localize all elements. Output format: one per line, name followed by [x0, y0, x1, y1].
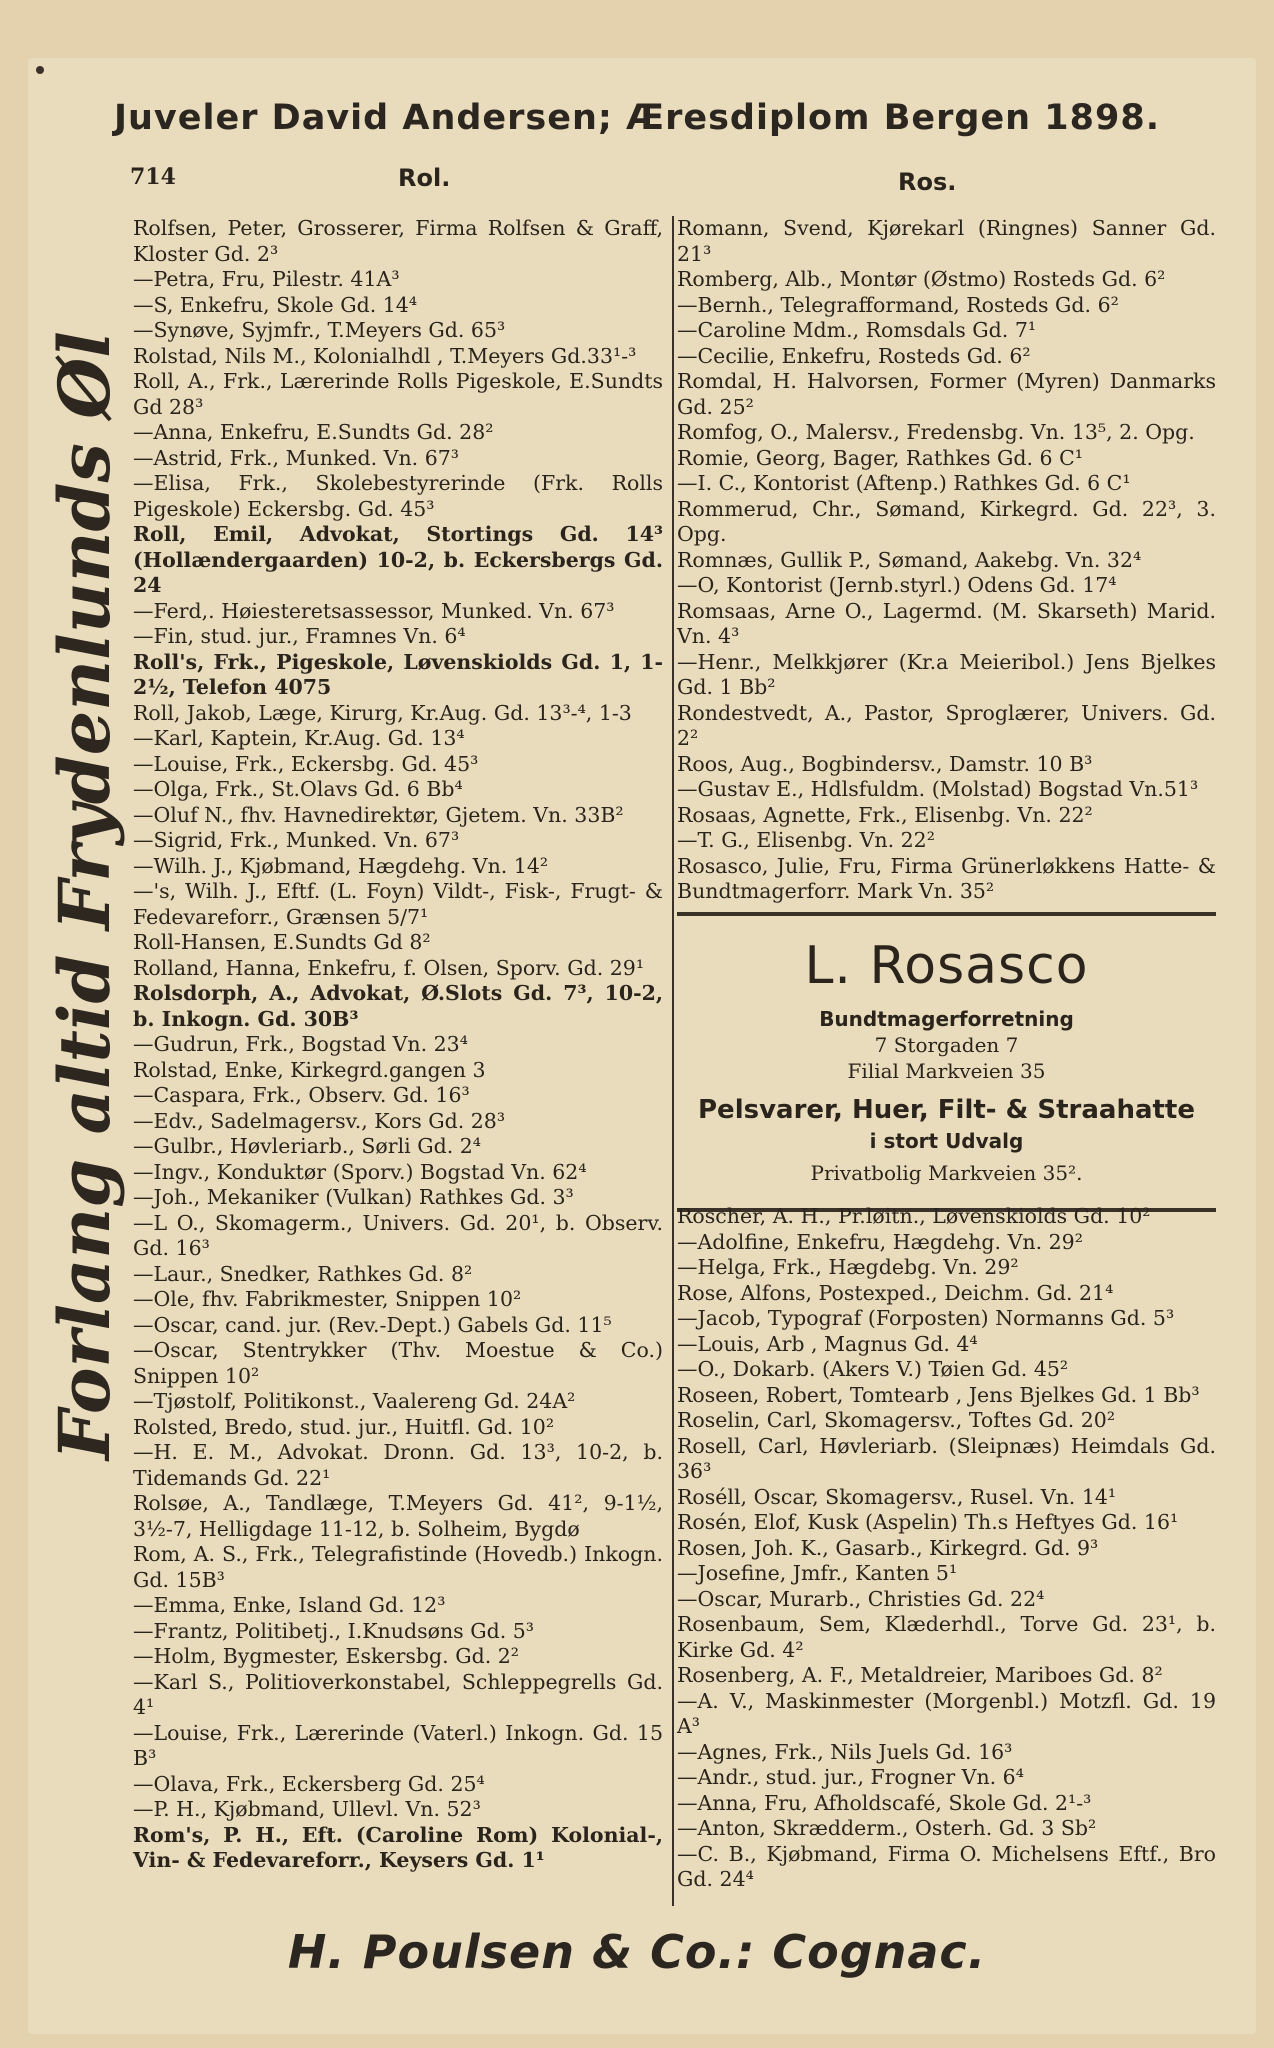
directory-entry: —Petra, Fru, Pilestr. 41A³: [133, 267, 400, 291]
directory-entry: —Holm, Bygmester, Eskersbg. Gd. 2²: [133, 1644, 519, 1668]
directory-entry: —C. B., Kjøbmand, Firma O. Michelsens Eftf., Bro Gd. 24⁴: [677, 1841, 1216, 1891]
directory-entry: Roll, Emil, Advokat, Stortings Gd. 14³ (Hollændergaarden) 10-2, b. Eckersbergs Gd. 24: [133, 522, 663, 597]
directory-entry: Romie, Georg, Bager, Rathkes Gd. 6 C¹: [677, 445, 1084, 470]
left-column: [133, 216, 663, 1874]
directory-entry: Rolsdorph, A., Advokat, Ø.Slots Gd. 7³, 10-2, b. Inkogn. Gd. 30B³: [133, 981, 663, 1031]
directory-entry: —Sigrid, Frk., Munked. Vn. 67³: [133, 828, 460, 852]
directory-entry: Rolfsen, Peter, Grosserer, Firma Rolfsen & Graff, Kloster Gd. 2³: [133, 216, 663, 266]
directory-entry: Romberg, Alb., Montør (Østmo) Rosteds Gd. 6²: [677, 267, 1166, 291]
ad-address: 7 Storgaden 7: [874, 1033, 1019, 1057]
directory-entry: —Caspara, Frk., Observ. Gd. 16³: [133, 1083, 470, 1107]
directory-entry: —Helga, Frk., Hægdebg. Vn. 29²: [677, 1255, 1019, 1279]
directory-entry: —Elisa, Frk., Skolebestyrerinde (Frk. Rolls Pigeskole) Eckersbg. Gd. 45³: [133, 471, 663, 521]
directory-entry: —Astrid, Frk., Munked. Vn. 67³: [133, 445, 460, 470]
page-number: 714: [130, 164, 176, 190]
directory-entry: —Cecilie, Enkefru, Rosteds Gd. 6²: [677, 343, 1031, 368]
directory-entry: —Anton, Skrædderm., Osterh. Gd. 3 Sb²: [677, 1816, 1097, 1840]
directory-entry: —Ingv., Konduktør (Sporv.) Bogstad Vn. 62⁴: [133, 1159, 587, 1184]
rosasco-ad: [677, 912, 1216, 1202]
directory-entry: Roos, Aug., Bogbindersv., Damstr. 10 B³: [677, 751, 1093, 776]
directory-entry: —Oscar, Stentrykker (Thv. Moestue & Co.) Snippen 10²: [133, 1338, 663, 1388]
directory-entry: —Ferd,. Høiesteretsassessor, Munked. Vn. 67³: [133, 598, 615, 623]
directory-entry: Romann, Svend, Kjørekarl (Ringnes) Sanner Gd. 21³: [677, 216, 1216, 266]
directory-entry: Rolstad, Enke, Kirkegrd.gangen 3: [133, 1057, 486, 1082]
directory-entry: Rolland, Hanna, Enkefru, f. Olsen, Sporv. Gd. 29¹: [133, 955, 645, 980]
ad-branch: Filial Markveien 35: [847, 1059, 1046, 1083]
ad-subtitle: Bundtmagerforretning: [819, 1007, 1074, 1031]
side-advertisement: Forlang altid Frydenlunds Øl: [43, 331, 126, 1460]
directory-entry: —Emma, Enke, Island Gd. 12³: [133, 1593, 446, 1617]
directory-entry: —Josefine, Jmfr., Kanten 5¹: [677, 1561, 958, 1585]
directory-entry: Romdal, H. Halvorsen, Former (Myren) Danmarks Gd. 25²: [677, 369, 1216, 419]
directory-entry: —'s, Wilh. J., Eftf. (L. Foyn) Vildt-, Fisk-, Frugt- & Fedevareforr., Grænsen 5/7¹: [133, 879, 663, 929]
directory-entry: Rosaas, Agnette, Frk., Elisenbg. Vn. 22²: [677, 802, 1093, 827]
directory-entry: —Oscar, cand. jur. (Rev.-Dept.) Gabels Gd. 11⁵: [133, 1312, 612, 1337]
directory-entry: —Olava, Frk., Eckersberg Gd. 25⁴: [133, 1771, 485, 1796]
top-advertisement: Juveler David Andersen; Æresdiplom Bergen 1898.: [113, 98, 1160, 138]
directory-entry: —Gudrun, Frk., Bogstad Vn. 23⁴: [133, 1032, 468, 1056]
directory-entry: —Frantz, Politibetj., I.Knudsøns Gd. 5³: [133, 1618, 534, 1643]
directory-entry: —Ole, fhv. Fabrikmester, Snippen 10²: [133, 1287, 522, 1311]
directory-entry: Roselin, Carl, Skomagersv., Toftes Gd. 20²: [677, 1408, 1116, 1432]
ink-dot: [36, 66, 44, 74]
directory-entry: —Louise, Frk., Lærerinde (Vaterl.) Inkogn. Gd. 15 B³: [133, 1720, 663, 1770]
directory-entry: —Agnes, Frk., Nils Juels Gd. 16³: [677, 1739, 1013, 1764]
right-column-bottom: [677, 1204, 1216, 1893]
directory-entry: Rosasco, Julie, Fru, Firma Grünerløkkens Hatte- & Bundtmagerforr. Mark Vn. 35²: [677, 853, 1216, 903]
directory-entry: —Laur., Snedker, Rathkes Gd. 8²: [133, 1261, 473, 1286]
directory-entry: —Jacob, Typograf (Forposten) Normanns Gd. 5³: [677, 1306, 1175, 1330]
ad-selection: i stort Udvalg: [869, 1129, 1024, 1153]
directory-entry: —I. C., Kontorist (Aftenp.) Rathkes Gd. 6 C¹: [677, 471, 1131, 495]
directory-entry: Roscher, A. H., Pr.løitn., Løvenskiolds Gd. 10²: [677, 1204, 1151, 1228]
directory-entry: —Gulbr., Høvleriarb., Sørli Gd. 2⁴: [133, 1134, 481, 1158]
directory-entry: Rom, A. S., Frk., Telegrafistinde (Hovedb.) Inkogn. Gd. 15B³: [133, 1542, 663, 1592]
directory-entry: —Louis, Arb , Magnus Gd. 4⁴: [677, 1331, 978, 1356]
directory-entry: —O, Kontorist (Jernb.styrl.) Odens Gd. 17⁴: [677, 573, 1117, 597]
ad-top-rule: [677, 912, 1216, 916]
directory-entry: Rosen, Joh. K., Gasarb., Kirkegrd. Gd. 9³: [677, 1535, 1099, 1560]
directory-entry: —L O., Skomagerm., Univers. Gd. 20¹, b. Observ. Gd. 16³: [133, 1210, 663, 1260]
directory-entry: Rosén, Elof, Kusk (Aspelin) Th.s Heftyes Gd. 16¹: [677, 1510, 1179, 1534]
directory-entry: —Oluf N., fhv. Havnedirektør, Gjetem. Vn. 33B²: [133, 802, 624, 827]
directory-entry: —Tjøstolf, Politikonst., Vaalereng Gd. 24A²: [133, 1389, 576, 1413]
directory-entry: —Caroline Mdm., Romsdals Gd. 7¹: [677, 318, 1037, 342]
directory-entry: —Olga, Frk., St.Olavs Gd. 6 Bb⁴: [133, 777, 463, 801]
directory-entry: —Louise, Frk., Eckersbg. Gd. 45³: [133, 751, 479, 776]
directory-entry: —Bernh., Telegrafformand, Rosteds Gd. 6²: [677, 292, 1119, 317]
directory-entry: —O., Dokarb. (Akers V.) Tøien Gd. 45²: [677, 1357, 1069, 1381]
directory-entry: Romfog, O., Malersv., Fredensbg. Vn. 13⁵, 2. Opg.: [677, 420, 1195, 444]
directory-entry: Romsaas, Arne O., Lagermd. (M. Skarseth) Marid. Vn. 4³: [677, 598, 1216, 648]
directory-entry: Rosenberg, A. F., Metaldreier, Mariboes Gd. 8²: [677, 1663, 1163, 1687]
directory-entry: Roseen, Robert, Tomtearb , Jens Bjelkes Gd. 1 Bb³: [677, 1382, 1200, 1407]
column-divider: [672, 216, 674, 1906]
ad-private-address: Privatbolig Markveien 35².: [810, 1161, 1083, 1185]
right-column-top: [677, 216, 1216, 905]
directory-entry: Roll, A., Frk., Lærerinde Rolls Pigeskole, E.Sundts Gd 28³: [133, 369, 663, 419]
directory-entry: —T. G., Elisenbg. Vn. 22²: [677, 828, 935, 852]
directory-entry: Rosenbaum, Sem, Klæderhdl., Torve Gd. 23¹, b. Kirke Gd. 4²: [677, 1612, 1216, 1662]
directory-entry: —Edv., Sadelmagersv., Kors Gd. 28³: [133, 1108, 506, 1133]
directory-entry: —Karl S., Politioverkonstabel, Schleppegrells Gd. 4¹: [133, 1669, 663, 1719]
column-header-right: Ros.: [898, 168, 957, 196]
directory-entry: Rolsted, Bredo, stud. jur., Huitfl. Gd. 10²: [133, 1414, 555, 1439]
directory-entry: Romnæs, Gullik P., Sømand, Aakebg. Vn. 32⁴: [677, 547, 1142, 572]
directory-entry: —Wilh. J., Kjøbmand, Hægdehg. Vn. 14²: [133, 853, 549, 878]
directory-entry: Rose, Alfons, Postexped., Deichm. Gd. 21⁴: [677, 1280, 1114, 1305]
directory-entry: Rosell, Carl, Høvleriarb. (Sleipnæs) Heimdals Gd. 36³: [677, 1433, 1216, 1483]
directory-entry: —Andr., stud. jur., Frogner Vn. 6⁴: [677, 1765, 1024, 1789]
directory-entry: —Karl, Kaptein, Kr.Aug. Gd. 13⁴: [133, 726, 465, 750]
ad-company-name: L. Rosasco: [804, 936, 1089, 996]
directory-entry: —A. V., Maskinmester (Morgenbl.) Motzfl. Gd. 19 A³: [677, 1688, 1216, 1738]
directory-entry: —Henr., Melkkjører (Kr.a Meieribol.) Jens Bjelkes Gd. 1 Bb²: [677, 649, 1216, 699]
directory-entry: Roll-Hansen, E.Sundts Gd 8²: [133, 930, 431, 954]
directory-entry: —Joh., Mekaniker (Vulkan) Rathkes Gd. 3³: [133, 1185, 574, 1209]
directory-entry: —Synøve, Syjmfr., T.Meyers Gd. 65³: [133, 318, 506, 342]
directory-entry: Rom's, P. H., Eft. (Caroline Rom) Kolonial-, Vin- & Fedevareforr., Keysers Gd. 1¹: [133, 1822, 663, 1872]
ad-products: Pelsvarer, Huer, Filt- & Straahatte: [698, 1095, 1195, 1125]
directory-entry: Rolstad, Nils M., Kolonialhdl , T.Meyers Gd.33¹-³: [133, 343, 637, 368]
directory-entry: —Adolfine, Enkefru, Hægdehg. Vn. 29²: [677, 1229, 1083, 1254]
directory-entry: Roll's, Frk., Pigeskole, Løvenskiolds Gd. 1, 1-2½, Telefon 4075: [133, 649, 663, 699]
directory-entry: Rommerud, Chr., Sømand, Kirkegrd. Gd. 22³, 3. Opg.: [677, 496, 1216, 546]
directory-entry: —Anna, Enkefru, E.Sundts Gd. 28²: [133, 420, 494, 444]
directory-entry: Roséll, Oscar, Skomagersv., Rusel. Vn. 14¹: [677, 1484, 1117, 1509]
directory-entry: Roll, Jakob, Læge, Kirurg, Kr.Aug. Gd. 13³-⁴, 1-3: [133, 700, 632, 725]
directory-entry: Rolsøe, A., Tandlæge, T.Meyers Gd. 41², 9-1½, 3½-7, Helligdage 11-12, b. Solheim, Bygdø: [133, 1491, 663, 1541]
directory-entry: —P. H., Kjøbmand, Ullevl. Vn. 52³: [133, 1797, 481, 1821]
directory-entry: —Gustav E., Hdlsfuldm. (Molstad) Bogstad Vn.51³: [677, 777, 1199, 801]
directory-entry: —Oscar, Murarb., Christies Gd. 22⁴: [677, 1586, 1045, 1611]
directory-entry: —Anna, Fru, Afholdscafé, Skole Gd. 2¹-³: [677, 1790, 1092, 1815]
directory-entry: Rondestvedt, A., Pastor, Sproglærer, Univers. Gd. 2²: [677, 700, 1216, 750]
directory-entry: —S, Enkefru, Skole Gd. 14⁴: [133, 292, 418, 317]
column-header-left: Rol.: [398, 164, 451, 192]
directory-entry: —H. E. M., Advokat. Dronn. Gd. 13³, 10-2, b. Tidemands Gd. 22¹: [133, 1440, 663, 1490]
directory-entry: —Fin, stud. jur., Framnes Vn. 6⁴: [133, 624, 466, 648]
footer-advertisement: H. Poulsen & Co.: Cognac.: [287, 1925, 987, 1979]
